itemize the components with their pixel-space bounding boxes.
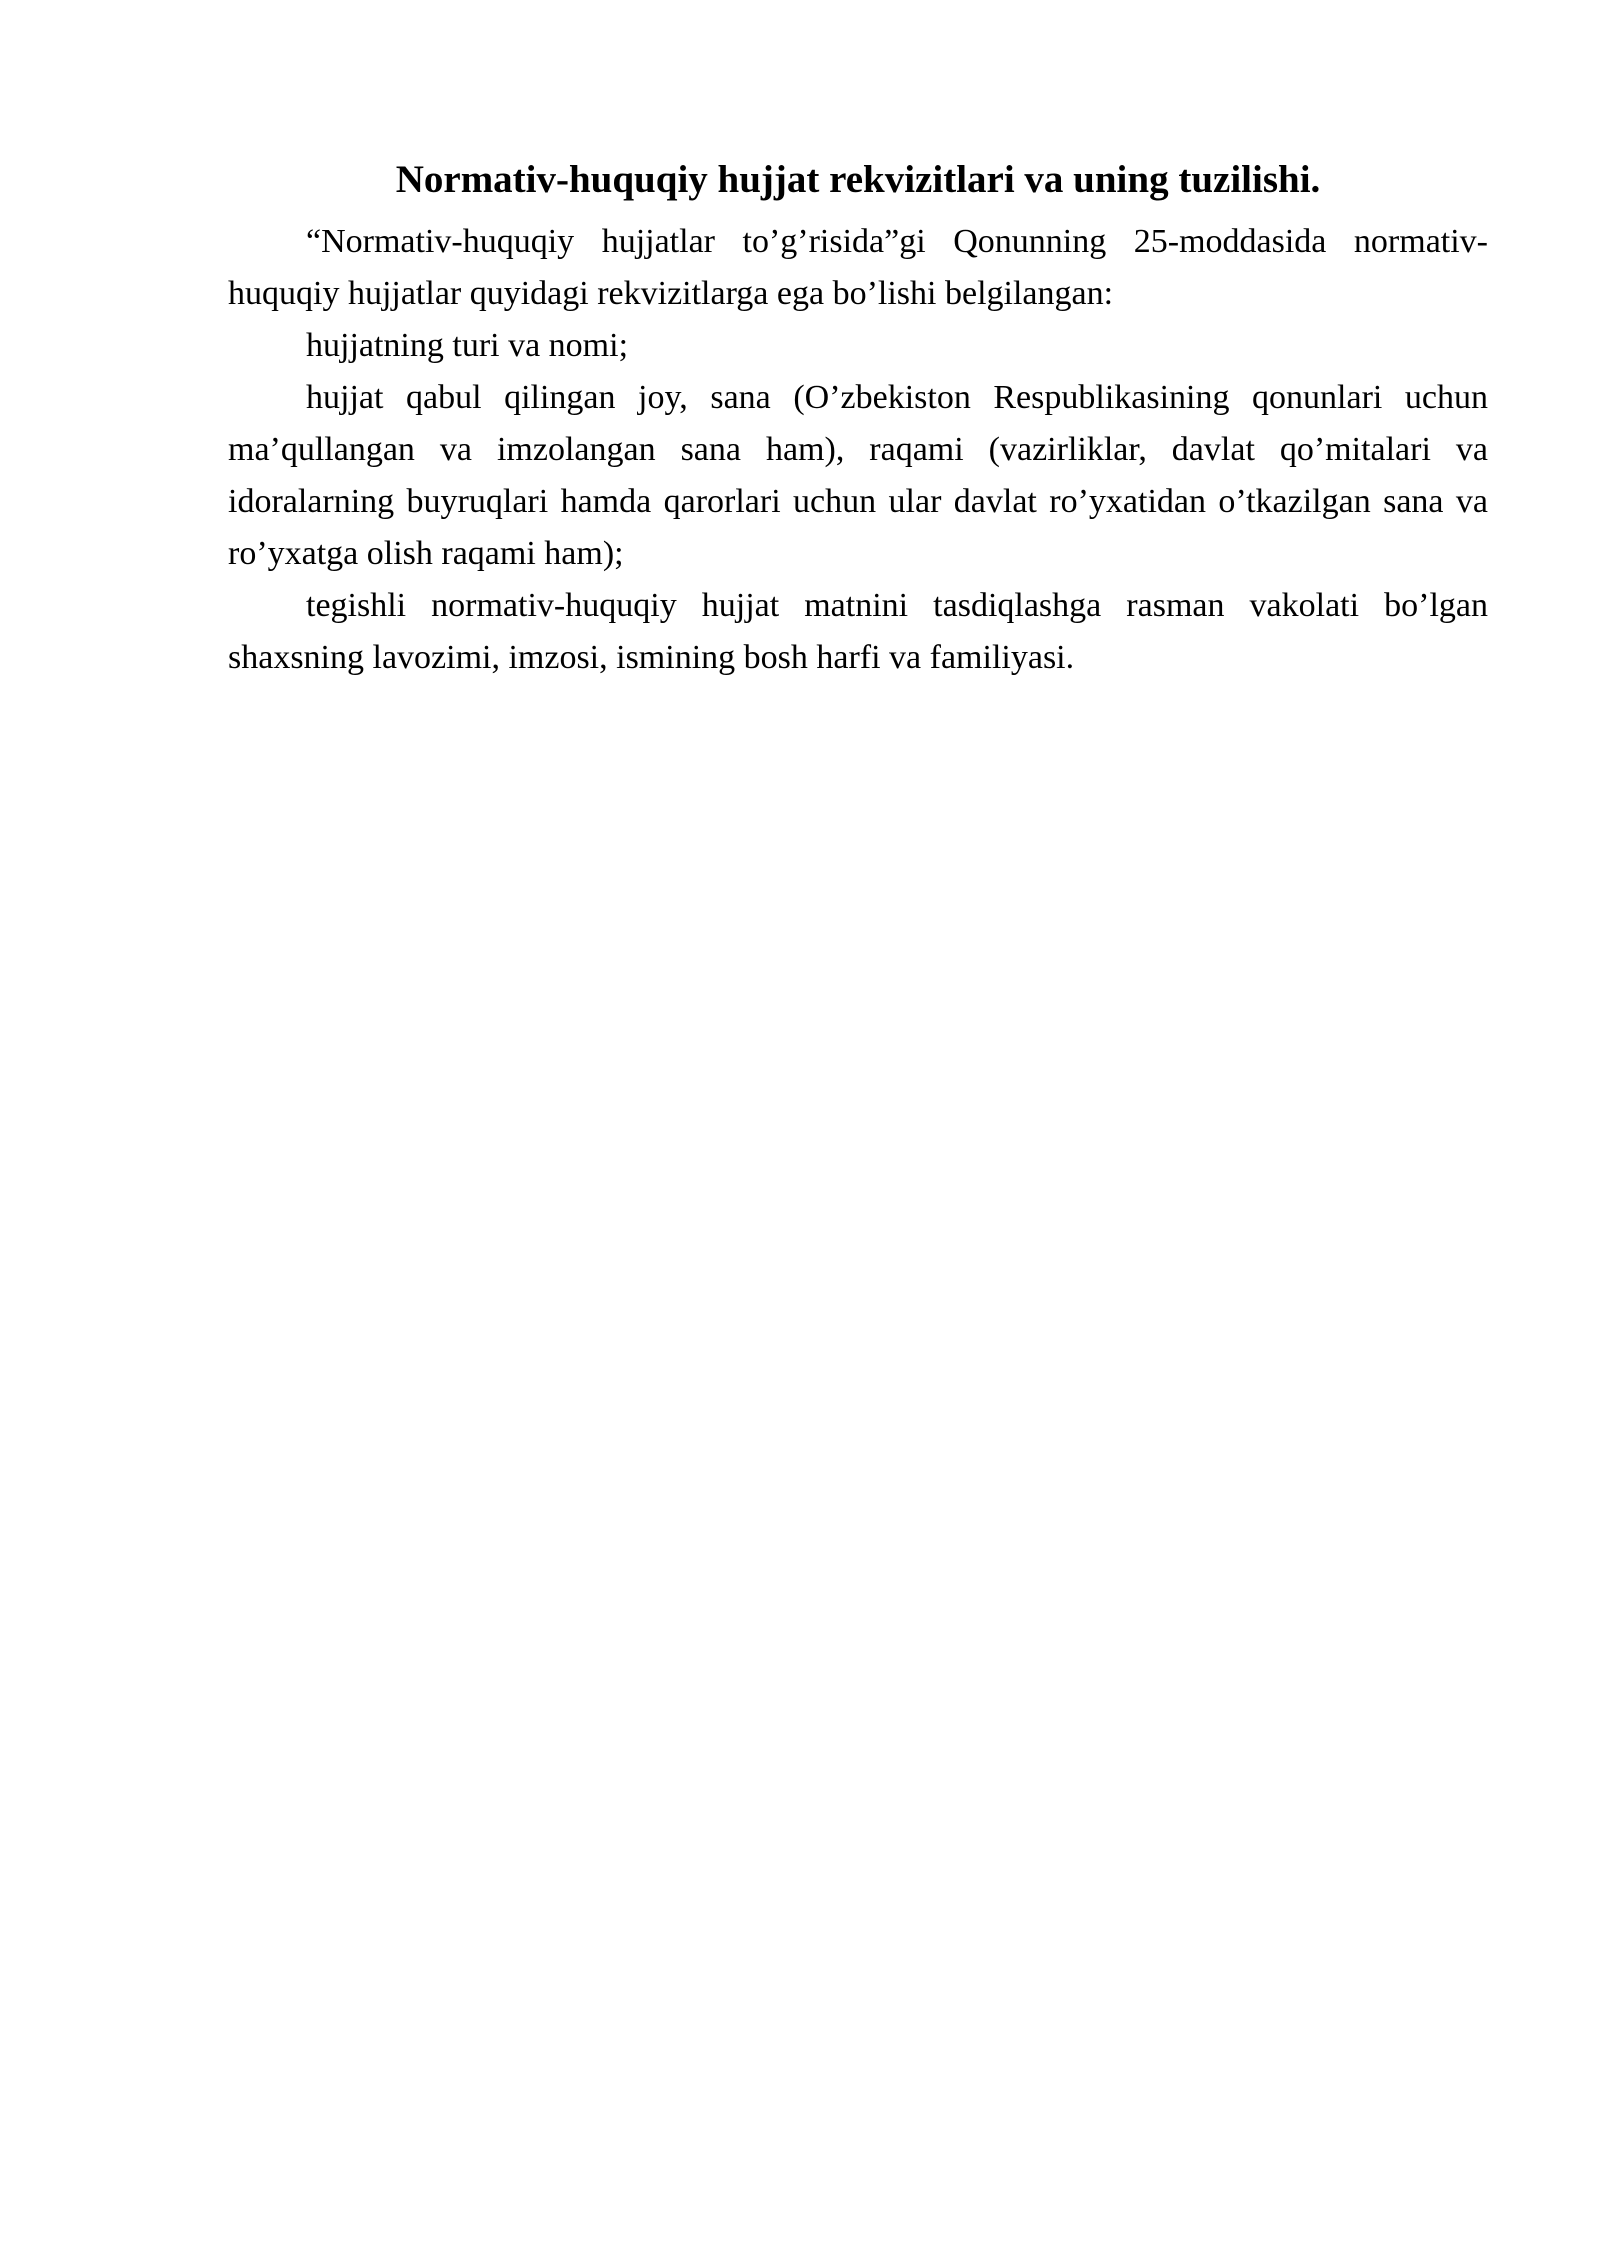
document-body [228, 150, 1488, 684]
paragraph-intro: “Normativ-huquqiy hujjatlar to’g’risida”gi Qonunning 25-moddasida normativ-huquqiy hujjatlar quyidagi rekvizitlarga ega bo’lishi belgilangan: [228, 223, 1488, 312]
paragraph-requisite-type-name: hujjatning turi va nomi; [306, 327, 629, 364]
paragraph-requisite-place-date-number: hujjat qabul qilingan joy, sana (O’zbekiston Respublikasining qonunlari uchun ma’qullangan va imzolangan sana ham), raqami (vazirliklar, davlat qo’mitalari va idoralarning buyruqlari hamda qarorlari uchun ular davlat ro’yxatidan o’tkazilgan sana va ro’yxatga olish raqami ham); [228, 379, 1488, 572]
document-title: Normativ-huquqiy hujjat rekvizitlari va uning tuzilishi. [395, 158, 1321, 201]
paragraph-requisite-signature: tegishli normativ-huquqiy hujjat matnini tasdiqlashga rasman vakolati bo’lgan shaxsning lavozimi, imzosi, ismining bosh harfi va familiyasi. [228, 587, 1488, 676]
